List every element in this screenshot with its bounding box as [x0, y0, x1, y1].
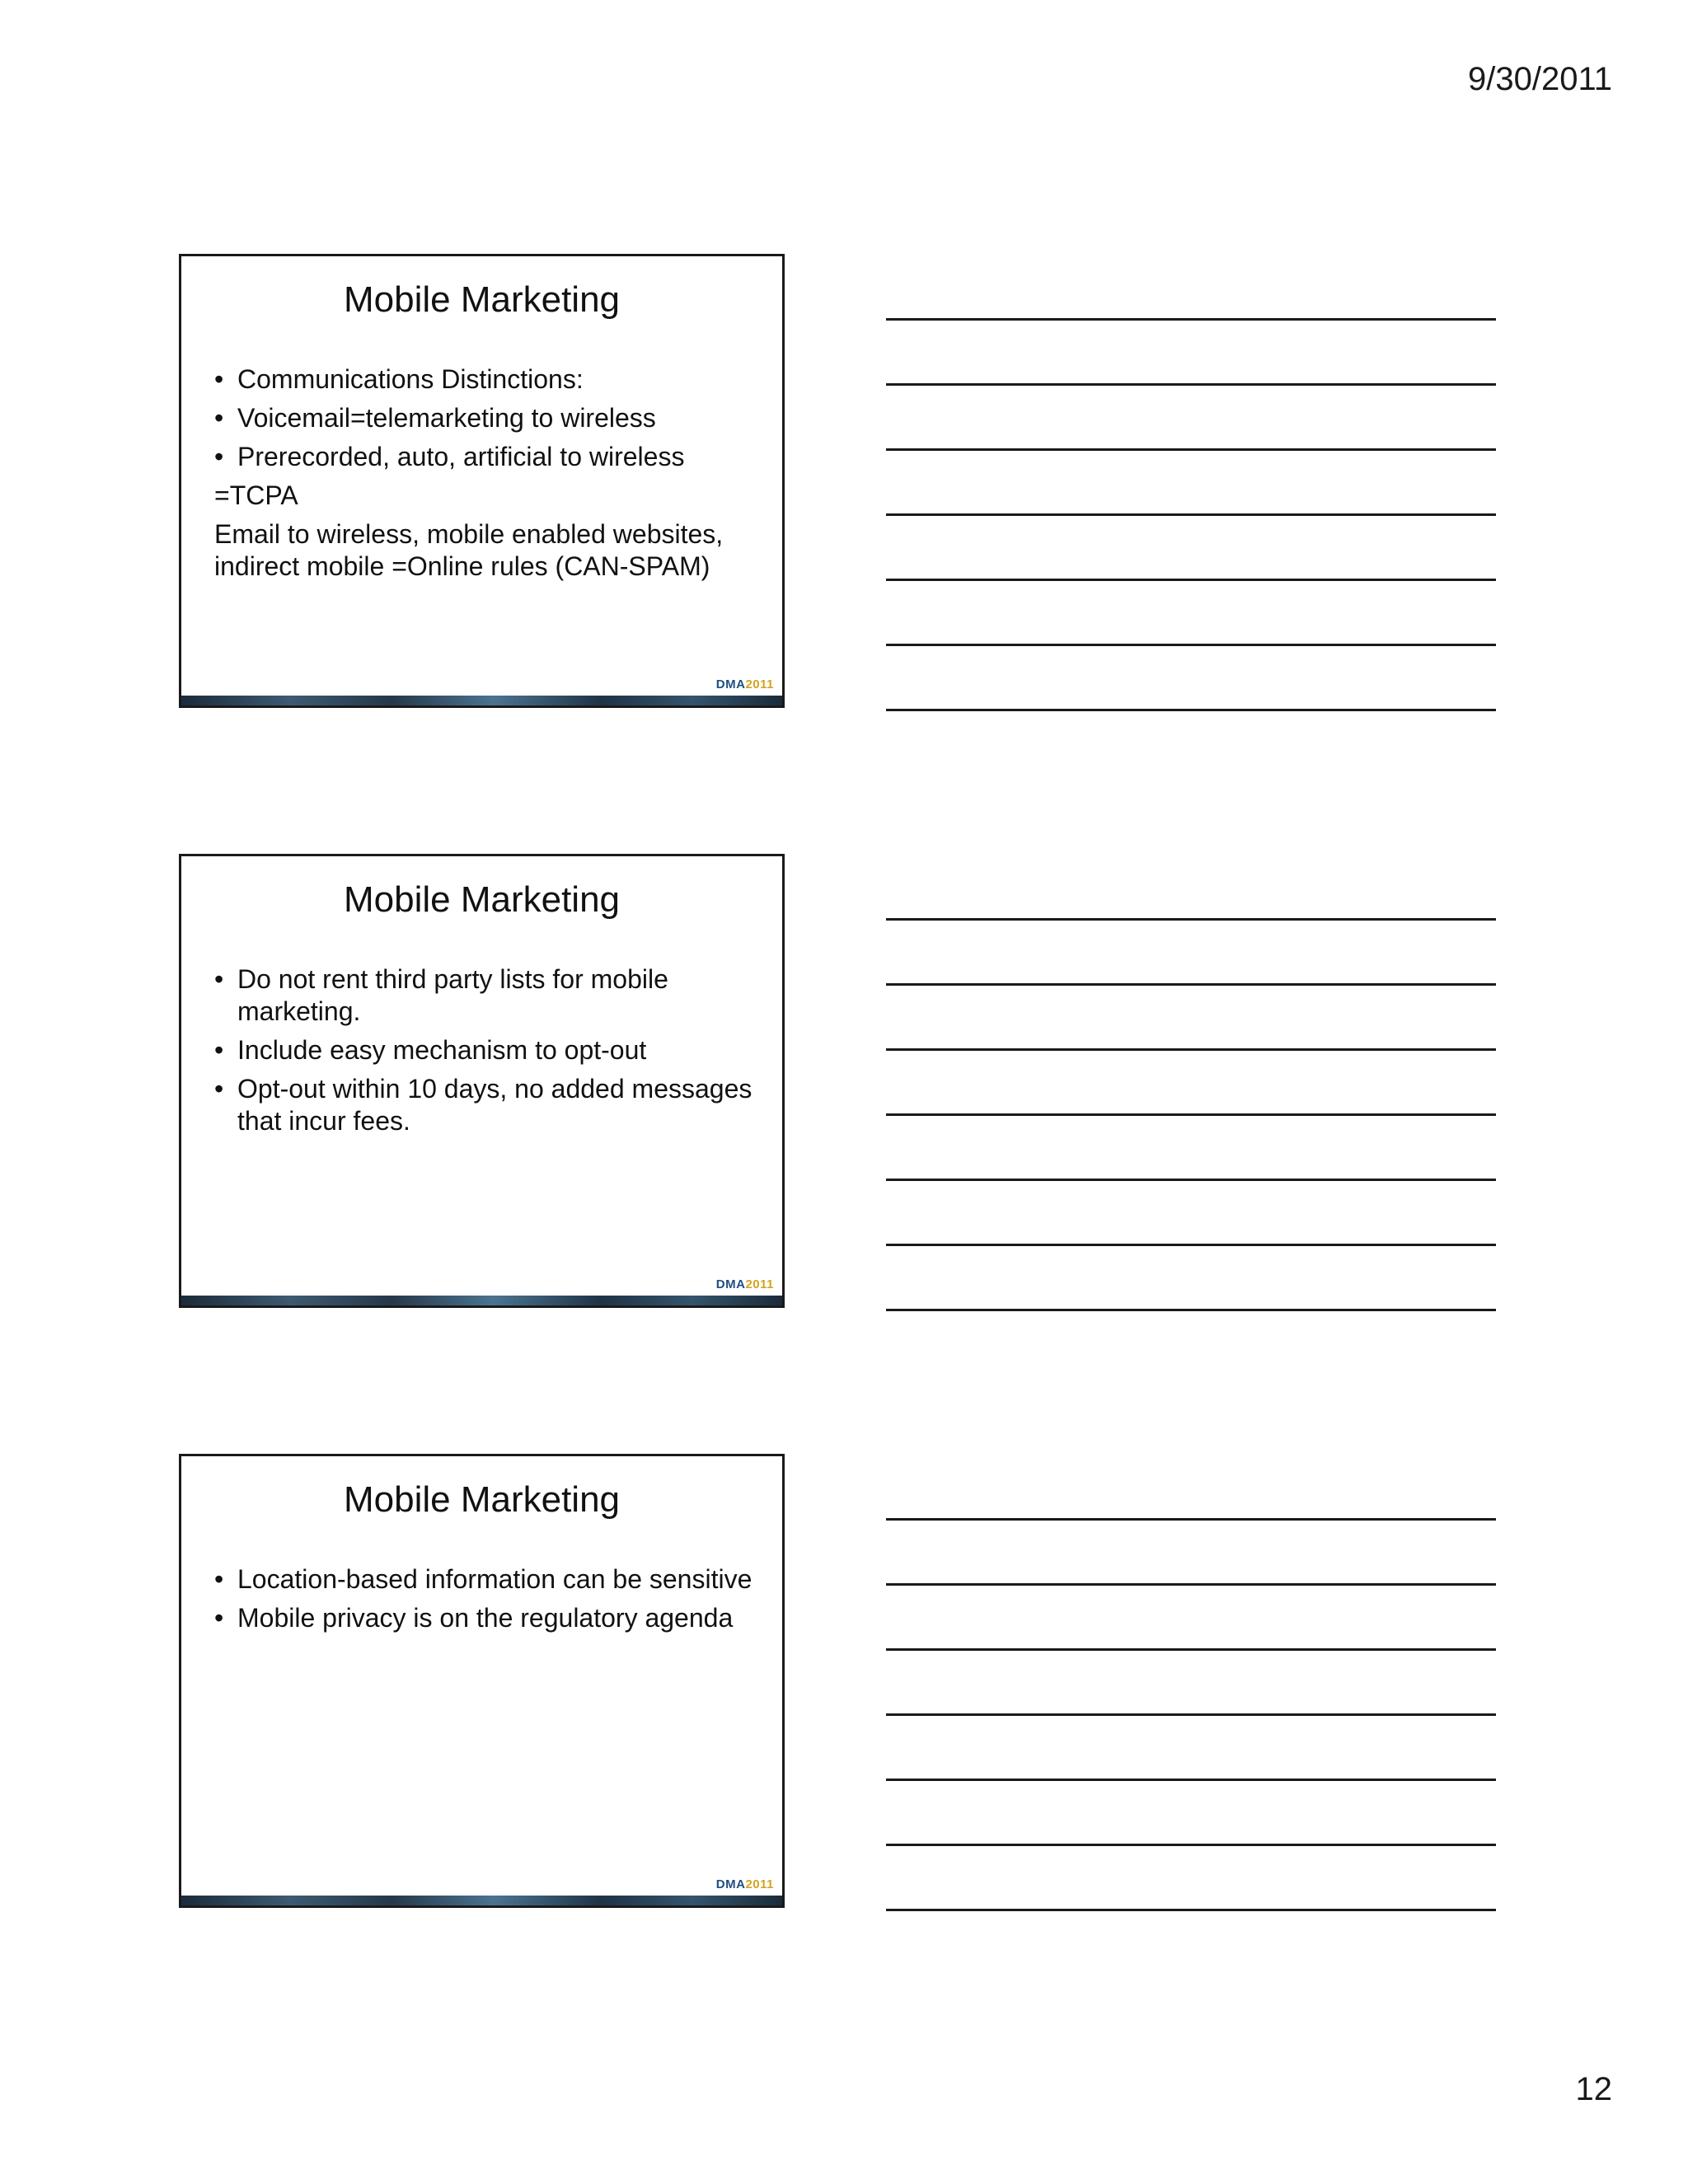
note-line — [886, 918, 1496, 921]
page-number: 12 — [1575, 2071, 1612, 2107]
slide-title: Mobile Marketing — [343, 1479, 621, 1520]
slide-bullet: • Communications Distinctions: — [214, 363, 759, 396]
slide-3 — [179, 1454, 785, 1908]
slide-footer-bar — [181, 1896, 782, 1905]
note-line — [886, 1909, 1496, 1911]
note-line — [886, 1179, 1496, 1181]
slide-title: Mobile Marketing — [343, 879, 621, 920]
note-line — [886, 513, 1496, 516]
slide-body — [214, 963, 759, 1144]
note-line — [886, 1309, 1496, 1311]
dma-logo: DMA2011 — [715, 1277, 774, 1291]
dma-logo: DMA2011 — [715, 677, 774, 691]
note-line — [886, 1518, 1496, 1521]
note-line — [886, 1244, 1496, 1246]
dma-logo: DMA2011 — [715, 1877, 774, 1891]
slide-bullet: • Prerecorded, auto, artificial to wireless — [214, 441, 759, 473]
note-line — [886, 579, 1496, 581]
slide-bullet: • Location-based information can be sensitive — [214, 1563, 759, 1596]
note-line — [886, 1648, 1496, 1651]
note-line — [886, 644, 1496, 646]
slide-bullet: • Voicemail=telemarketing to wireless — [214, 402, 759, 434]
slide-bullet: • Include easy mechanism to opt-out — [214, 1034, 759, 1066]
slide-body — [214, 1563, 759, 1641]
slide-text: Email to wireless, mobile enabled websites, indirect mobile =Online rules (CAN-SPAM) — [214, 519, 724, 581]
note-line — [886, 1583, 1496, 1586]
note-line — [886, 709, 1496, 711]
slide-bullet: • Opt-out within 10 days, no added messages that incur fees. — [214, 1073, 759, 1137]
note-line — [886, 383, 1496, 386]
slide-text: =TCPA — [214, 480, 298, 510]
header-date: 9/30/2011 — [1468, 61, 1612, 97]
note-line — [886, 1048, 1496, 1051]
note-line — [886, 983, 1496, 986]
note-line — [886, 1113, 1496, 1116]
slide-2 — [179, 854, 785, 1308]
slide-bullet: • Do not rent third party lists for mobile marketing. — [214, 963, 759, 1028]
slide-body — [214, 363, 759, 589]
slide-1 — [179, 254, 785, 708]
note-line — [886, 318, 1496, 321]
slide-footer-bar — [181, 1296, 782, 1305]
slide-title: Mobile Marketing — [343, 279, 621, 320]
note-line — [886, 1779, 1496, 1781]
note-line — [886, 1713, 1496, 1716]
note-line — [886, 448, 1496, 451]
note-line — [886, 1844, 1496, 1846]
slide-bullet: • Mobile privacy is on the regulatory agenda — [214, 1602, 759, 1634]
slide-footer-bar — [181, 696, 782, 705]
